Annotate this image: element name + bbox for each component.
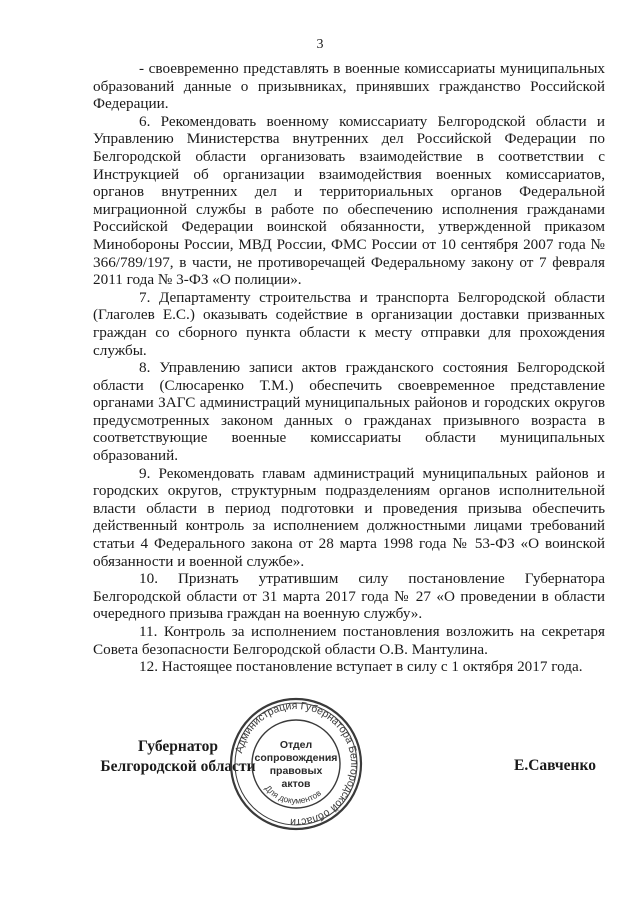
paragraph-7: 7. Департаменту строительства и транспорта Белгородской области (Глаголев Е.С.) оказывать содействие в организации доставки призванных граждан со сборного пункта области к месту отправки для прохождения службы. (93, 288, 605, 359)
paragraph-8: 8. Управлению записи актов гражданского состояния Белгородской области (Слюсаренко Т.М.) обеспечить своевременное представление органами ЗАГС администраций муниципальных районов и городских округов предусмотренных законом данных о гражданах призывного возраста в соответствующие военные комиссариаты области муниципальных образований. (93, 359, 605, 465)
signatory-name: Е.Савченко (514, 757, 596, 774)
official-stamp (228, 696, 364, 832)
signatory-position-line2: Белгородской области (100, 758, 256, 775)
document-body (93, 60, 605, 676)
stamp-center-line1: Отдел (279, 739, 313, 751)
stamp-ring-text: Администрация Губернатора Белгородской области (233, 699, 361, 829)
stamp-seal-graphic (228, 696, 364, 832)
paragraph-12: 12. Настоящее постановление вступает в силу с 1 октября 2017 года. (139, 658, 583, 676)
stamp-bottom-text: Для документов (263, 782, 323, 806)
paragraph-bullet: - своевременно представлять в военные комиссариаты муниципальных образований данные о призывниках, принявших гражданство Российской Федерации. (93, 60, 605, 113)
stamp-center-line4: актов (281, 778, 311, 790)
page-number: 3 (316, 37, 324, 52)
paragraph-9: 9. Рекомендовать главам администраций муниципальных районов и городских округов, структурным подразделениям органов исполнительной власти области в период подготовки и проведения призыва обеспечить действенный контроль за исполнением должностными лицами требований статьи 4 Федерального закона от 28 марта 1998 года № 53-ФЗ «О воинской обязанности и военной службе». (93, 464, 605, 570)
paragraph-6: 6. Рекомендовать военному комиссариату Белгородской области и Управлению Министерства внутренних дел Российской Федерации по Белгородской области организовать взаимодействие в соответствии с Инструкцией об организации взаимодействия военных комиссариатов, органов внутренних дел и территориальных органов Федеральной миграционной службы в работе по обеспечению исполнения гражданами Российской Федерации воинской обязанности, утвержденной приказом Минобороны России, МВД России, ФМС России от 10 сентября 2007 года № 366/789/197, в части, не противоречащей Федеральному закону от 7 февраля 2011 года № 3-ФЗ «О полиции». (93, 112, 605, 289)
signatory-position-line1: Губернатор (138, 738, 218, 755)
stamp-center-line2: сопровождения (254, 752, 338, 764)
stamp-center-line3: правовых (269, 765, 323, 777)
paragraph-11: 11. Контроль за исполнением постановления возложить на секретаря Совета безопасности Белгородской области О.В. Мантулина. (93, 623, 605, 658)
paragraph-10: 10. Признать утратившим силу постановление Губернатора Белгородской области от 31 марта 2017 года № 27 «О проведении в области очередного призыва граждан на военную службу». (93, 570, 605, 623)
